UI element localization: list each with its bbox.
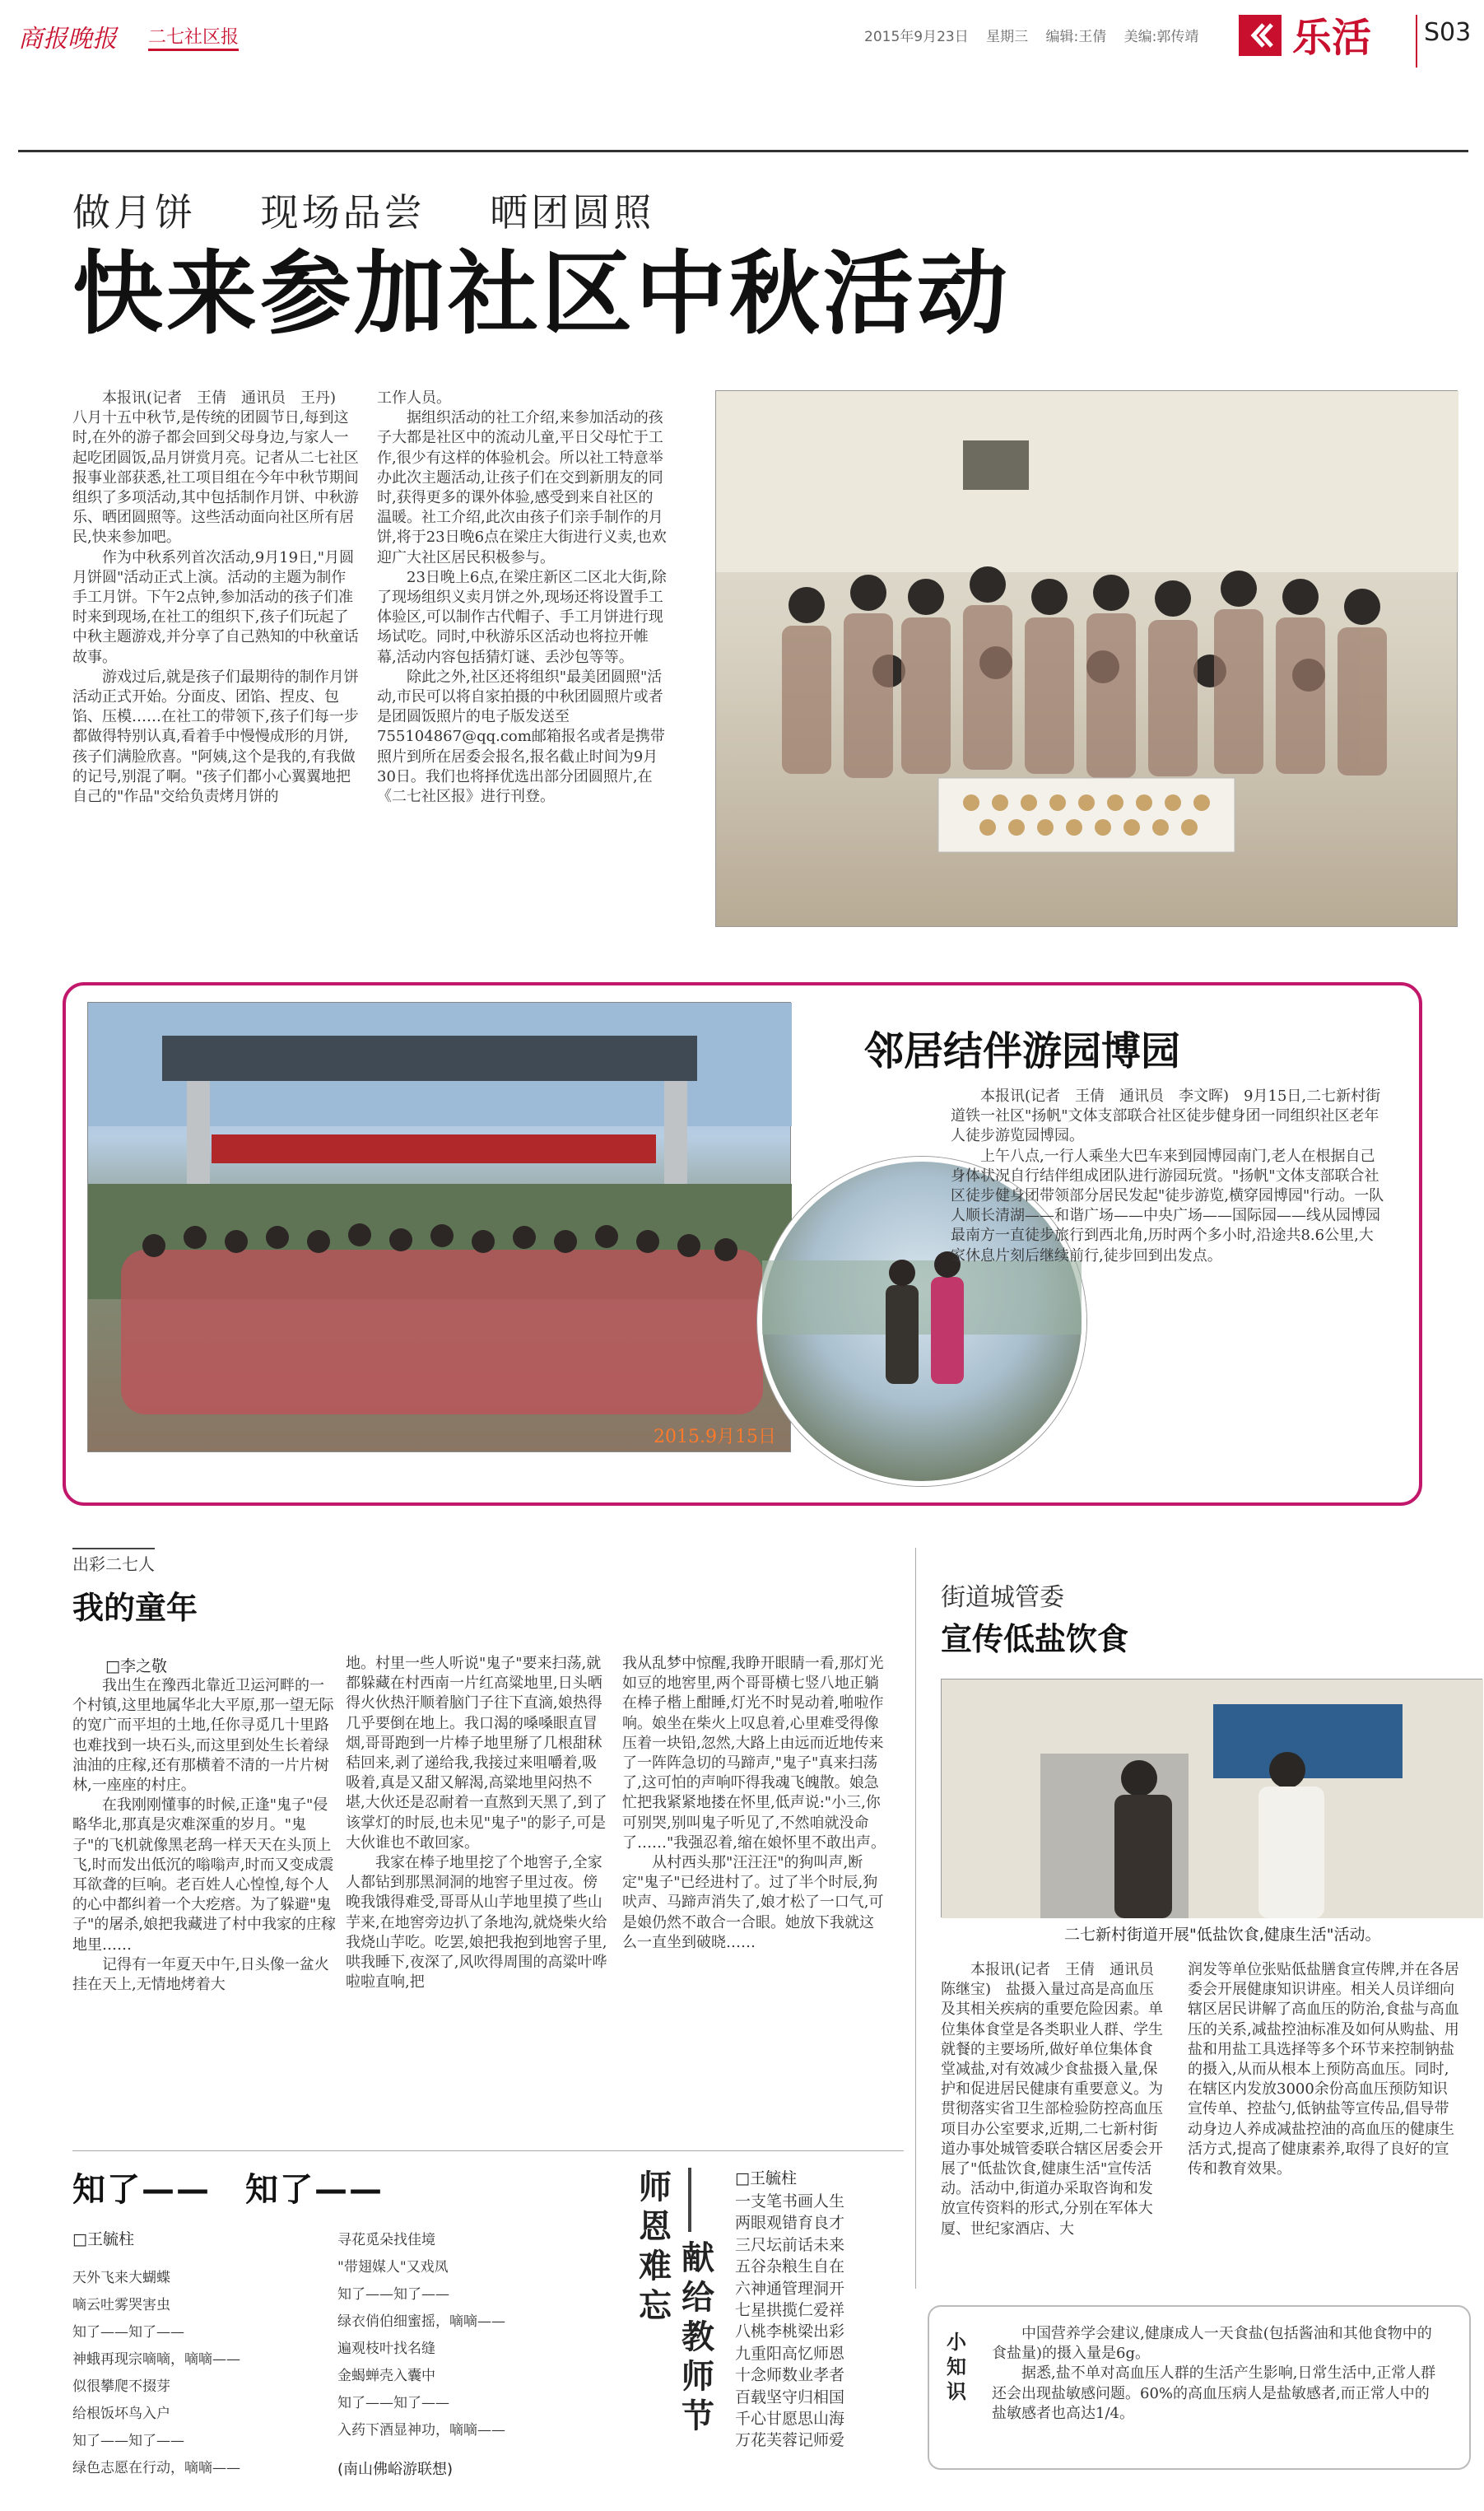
poem-line: 千心甘愿思山海 (735, 2410, 845, 2429)
masthead-divider (1416, 15, 1417, 68)
poem-line: 九重阳高忆师恩 (735, 2344, 845, 2363)
neighbors-headline: 邻居结伴游园博园 (864, 1028, 1181, 1074)
poem-line: "带翅媒人"又戏凤 (337, 2259, 449, 2276)
salt-column-1 (941, 1960, 1170, 2331)
tip-paragraph: 中国营养学会建议,健康成人一天食盐(包括酱油和其他食物中的食盐量)的摄入量是6g。 (992, 2325, 1432, 2363)
childhood-paragraph: 地。村里一些人听说"鬼子"要来扫荡,就都躲藏在村西南一片红高粱地里,日头晒得火伙热汗顺着脑门子往下直滴,娘热得几乎要倒在地上。我口渴的嗓嗓眼直冒烟,哥哥跑到一片棒子地里掰了几根甜秫秸回来,剥了递给我,我接过来咀嚼着,吸吸着,真是又甜又解渴,高粱地里闷热不堪,大伙还是忍耐着一直熬到天黑了,到了该掌灯的时辰,也未见"鬼子"的影子,可是大伙谁也不敢回家。 (346, 1655, 607, 1852)
park-group-photo (87, 1002, 791, 1452)
masthead-editor: 编辑:王倩 (1045, 29, 1107, 45)
poem-line: 寻花觅朵找佳境 (337, 2232, 435, 2248)
poem-line: 十念师数业孝者 (735, 2366, 845, 2385)
childhood-column-3 (622, 1654, 887, 2148)
poem-line: 天外飞来大蝴蝶 (72, 2270, 170, 2286)
lead-kicker-item: 现场品尝 (260, 190, 426, 235)
masthead-date: 2015年9月23日 (864, 29, 969, 45)
lead-paragraph: 游戏过后,就是孩子们最期待的制作月饼活动正式开始。分面皮、团馅、捏皮、包馅、压模……在社工的带领下,孩子们每一步都做得特别认真,看着手中慢慢成形的月饼,孩子们满脸欣喜。"阿姨,这个是我的,有我做的记号,别混了啊。"孩子们都小心翼翼地把自己的"作品"交给负责烤月饼的 (72, 668, 359, 806)
poem1-credit: (南山佛峪游联想) (337, 2461, 454, 2478)
page-number: S03 (1424, 18, 1472, 47)
childhood-section-label: 出彩二七人 (72, 1548, 155, 1575)
poem2-subtitle: 献给教师节 (682, 2239, 714, 2435)
poem1-right-stanza (337, 2227, 601, 2444)
salt-campaign-photo (941, 1679, 1482, 1917)
childhood-paragraph: 记得有一年夏天中午,日头像一盆火挂在天上,无情地烤着大 (72, 1955, 329, 1994)
masthead-designer: 美编:郭传靖 (1123, 29, 1199, 45)
lead-paragraph: 除此之外,社区还将组织"最美团圆照"活动,市民可以将自家拍摄的中秋团圆照片或者是团圆饭照片的电子版发送至755104867@qq.com邮箱报名或者是携带照片到所在居委会报名,报名截止时间为9月30日。我们也将择优选出部分团圆照片,在《二七社区报》进行刊登。 (377, 668, 665, 806)
poem-line: 入药下酒显神功，嘀嘀—— (337, 2422, 505, 2439)
lead-paragraph: 23日晚上6点,在梁庄新区二区北大街,除了现场组织义卖月饼之外,现场还将设置手工体验区,可以制作古代帽子、手工月饼进行现场试吃。同时,中秋游乐区活动也将拉开帷幕,活动内容包括猜灯谜、丢沙包等等。 (377, 568, 667, 666)
lead-headline: 快来参加社区中秋活动 (72, 241, 1011, 347)
poem-line: 六神通管理洞开 (735, 2279, 845, 2298)
childhood-paragraph: 我出生在豫西北靠近卫运河畔的一个村镇,这里地属华北大平原,那一望无际的宽广而平坦的土地,任你寻觅几十里路也难找到一块石头,而这里到处生长着绿油油的庄稼,还有那横着不清的一片片树林,一座座的村庄。 (72, 1677, 334, 1795)
salt-paragraph: 润发等单位张贴低盐膳食宣传牌,并在各居委会开展健康知识讲座。相关人员详细向辖区居民讲解了高血压的防治,食盐与高血压的关系,减盐控油标准及如何从购盐、用盐和用盐工具选择等多个环节来控制钠盐的摄入,从而从根本上预防高血压。同时,在辖区内发放3000余份高血压预防知识宣传单、控盐勺,低钠盐等宣传品,倡导带动身边人养成减盐控油的高血压的健康生活方式,提高了健康素养,取得了良好的宣传和教育效果。 (1188, 1961, 1459, 2178)
masthead-brand-logo: 商报晚报 (18, 25, 117, 54)
column-title: 乐活 (1292, 15, 1372, 61)
poem-line: 三尺坛前话未来 (735, 2235, 845, 2254)
childhood-paragraph: 我家在棒子地里挖了个地窖子,全家人都钻到那黑洞洞的地窖子里过夜。傍晚我饿得难受,哥哥从山芋地里摸了些山芋来,在地窖旁边扒了条地沟,就烧柴火给我烧山芋吃。吃罢,娘把我抱到地窖子里,哄我睡下,夜深了,风吹得周围的高粱叶哗啦啦直响,把 (346, 1854, 607, 1992)
masthead-section-label: 二七社区报 (148, 23, 239, 51)
poem-line: 金蝎蝉壳入囊中 (337, 2368, 435, 2384)
park-photo-date: 2015.9月15日 (654, 1427, 776, 1447)
lead-paragraph: 据组织活动的社工介绍,来参加活动的孩子大都是社区中的流动儿童,平日父母忙于工作,很少有这样的体验机会。所以社工特意举办此次主题活动,让孩子们在交到新朋友的同时,获得更多的课外体验,感受到来自社区的温暖。社工介绍,此次由孩子们亲手制作的月饼,将于23日晚6点在梁庄大街进行义卖,也欢迎广大社区居民积极参与。 (377, 409, 667, 566)
salt-paragraph: 本报讯(记者 王倩 通讯员 陈继宝) 盐摄入量过高是高血压及其相关疾病的重要危险因素。单位集体食堂是各类职业人群、学生就餐的主要场所,做好单位集体食堂减盐,对有效减少食盐摄入量,保护和促进居民健康有重要意义。为贯彻落实省卫生部检验防控高血压项目办公室要求,近期,二七新村街道办事处城管委联合辖区居委会开展了"低盐饮食,健康生活"宣传活动。活动中,街道办采取咨询和发放宣传资料的形式,分别在军体大厦、世纪家酒店、大 (941, 1961, 1170, 2238)
lead-paragraph: 工作人员。 (377, 389, 451, 407)
poem-line: 五谷杂粮生自在 (735, 2257, 845, 2276)
childhood-column-1 (72, 1676, 337, 2142)
poem-line: 遍观枝叶找名缝 (337, 2341, 435, 2357)
poem-line: 绿色志愿在行动，嘀嘀—— (72, 2460, 240, 2476)
poem-line: 神蛾再现宗嘀嘀，嘀嘀—— (72, 2351, 240, 2368)
lead-column-1 (72, 389, 361, 948)
column-divider (915, 1548, 916, 2289)
childhood-paragraph: 我从乱梦中惊醒,我睁开眼睛一看,那灯光如豆的地窖里,两个哥哥横七竖八地正躺在棒子楷上酣睡,灯光不时晃动着,啪啦作响。娘坐在柴火上叹息着,心里难受得像压着一块铅,忽然,大路上由远而近地传来了一阵阵急切的马蹄声,"鬼子"真来扫荡了,这可怕的声响吓得我魂飞魄散。娘急忙把我紧紧地搂在怀里,低声说:"小三,你可别哭,别叫鬼子听见了,不然咱就没命了……"我强忍着,缩在娘怀里不敢出声。 (622, 1655, 886, 1852)
masthead-info (864, 25, 1212, 45)
salt-photo-caption: 二七新村街道开展"低盐饮食,健康生活"活动。 (1064, 1926, 1381, 1944)
poem2-title-dash (688, 2168, 691, 2232)
lead-paragraph: 作为中秋系列首次活动,9月19日,"月圆月饼圆"活动正式上演。活动的主题为制作手工月饼。下午2点钟,参加活动的孩子们准时来到现场,在社工的组织下,孩子们玩起了中秋主题游戏,并分享了自己熟知的中秋童话故事。 (72, 548, 359, 666)
salt-kicker: 街道城管委 (941, 1583, 1064, 1612)
top-rule (18, 150, 1468, 152)
childhood-paragraph: 在我刚刚懂事的时候,正逢"鬼子"侵略华北,那真是灾难深重的岁月。"鬼子"的飞机就像黑老鸹一样天天在头顶上飞,时而发出低沉的嗡嗡声,时而又变成震耳欲聋的巨响。老百姓人心惶惶,每个人的心中都纠着一个大疙瘩。为了躲避"鬼子"的屠杀,娘把我藏进了村中我家的庄稼地里…… (72, 1796, 336, 1954)
lead-kicker-item: 晒团圆照 (490, 190, 655, 235)
lead-column-2 (377, 389, 667, 948)
poem1-title: 知了—— 知了—— (72, 2171, 384, 2209)
poem-line: 七星拱揽仁爱祥 (735, 2301, 845, 2320)
poem-line: 绿衣俏伯细蜜摇，嘀嘀—— (337, 2313, 505, 2330)
poem2-lines (735, 2191, 875, 2452)
poem-line: 知了——知了—— (72, 2324, 184, 2341)
poem-line: 八桃李桃梁出彩 (735, 2322, 845, 2341)
tip-paragraph: 据悉,盐不单对高血压人群的生活产生影响,日常生活中,正常人群还会出现盐敏感问题。60%的高血压病人是盐敏感者,而正常人中的盐敏感者也高达1/4。 (992, 2364, 1436, 2422)
poem-line: 知了——知了—— (72, 2433, 184, 2449)
neighbors-body (951, 1087, 1387, 1465)
poem1-left-stanza (72, 2265, 336, 2482)
poem-line: 知了——知了—— (337, 2395, 449, 2411)
lead-kicker (72, 183, 704, 237)
poem-line: 万花芙蓉记师爱 (735, 2431, 845, 2450)
childhood-author: □李之敬 (105, 1657, 167, 1675)
tip-label: 小知识 (947, 2331, 966, 2403)
poem-line: 百载坚守归相国 (735, 2388, 845, 2406)
poem2-title: 师恩难忘 (639, 2169, 672, 2325)
poem-line: 嘀云吐雾哭害虫 (72, 2297, 170, 2313)
poem-line: 似很攀爬不掇芽 (72, 2378, 170, 2395)
lead-kicker-item: 做月饼 (72, 190, 196, 235)
poem-line: 知了——知了—— (337, 2286, 449, 2303)
childhood-column-2 (346, 1654, 611, 2143)
neighbors-paragraph: 本报讯(记者 王倩 通讯员 李文晖) 9月15日,二七新村街道铁一社区"扬帆"文体支部联合社区徒步健身团一同组织社区老年人徒步游览园博园。 (951, 1088, 1381, 1145)
salt-headline: 宣传低盐饮食 (941, 1621, 1129, 1657)
section-divider (72, 2150, 904, 2151)
children-group-photo (715, 390, 1458, 927)
poem-line: 两眼观错育良才 (735, 2214, 845, 2233)
poem-line: 给根饭坏鸟入户 (72, 2406, 170, 2422)
column-logo-icon (1239, 15, 1282, 56)
salt-column-2 (1188, 1960, 1459, 2331)
childhood-paragraph: 从村西头那"汪汪汪"的狗叫声,断定"鬼子"已经进村了。过了半个时辰,狗吠声、马蹄声消失了,娘才松了一口气,可是娘仍然不敢合一合眼。她放下我就这么一直坐到破晓…… (622, 1854, 884, 1951)
poem-line: 一支笔书画人生 (735, 2192, 845, 2211)
poem2-author: □王毓柱 (735, 2169, 797, 2187)
poem1-author: □王毓柱 (72, 2230, 134, 2248)
tip-body (992, 2324, 1436, 2464)
childhood-title: 我的童年 (72, 1590, 198, 1626)
masthead-weekday: 星期三 (986, 29, 1029, 45)
lead-paragraph: 本报讯(记者 王倩 通讯员 王丹) 八月十五中秋节,是传统的团圆节日,每到这时,在外的游子都会回到父母身边,与家人一起吃团圆饭,品月饼赏月亮。记者从二七社区报事业部获悉,社工项目组在今年中秋节期间组织了多项活动,其中包括制作月饼、中秋游乐、晒团圆照等。这些活动面向社区所有居民,快来参加吧。 (72, 389, 359, 547)
neighbors-paragraph: 上午八点,一行人乘坐大巴车来到园博园南门,老人在根据自己身体状况自行结伴组成团队进行游园玩赏。"扬帆"文体支部联合社区徒步健身团带领部分居民发起"徒步游览,横穿园博园"行动。一队人顺长清湖——和谐广场——中央广场——国际园——线从园博园最南方一直徒步旅行到西北角,历时两个多小时,沿途共8.6公里,大家休息片刻后继续前行,徒步回到出发点。 (951, 1147, 1384, 1265)
